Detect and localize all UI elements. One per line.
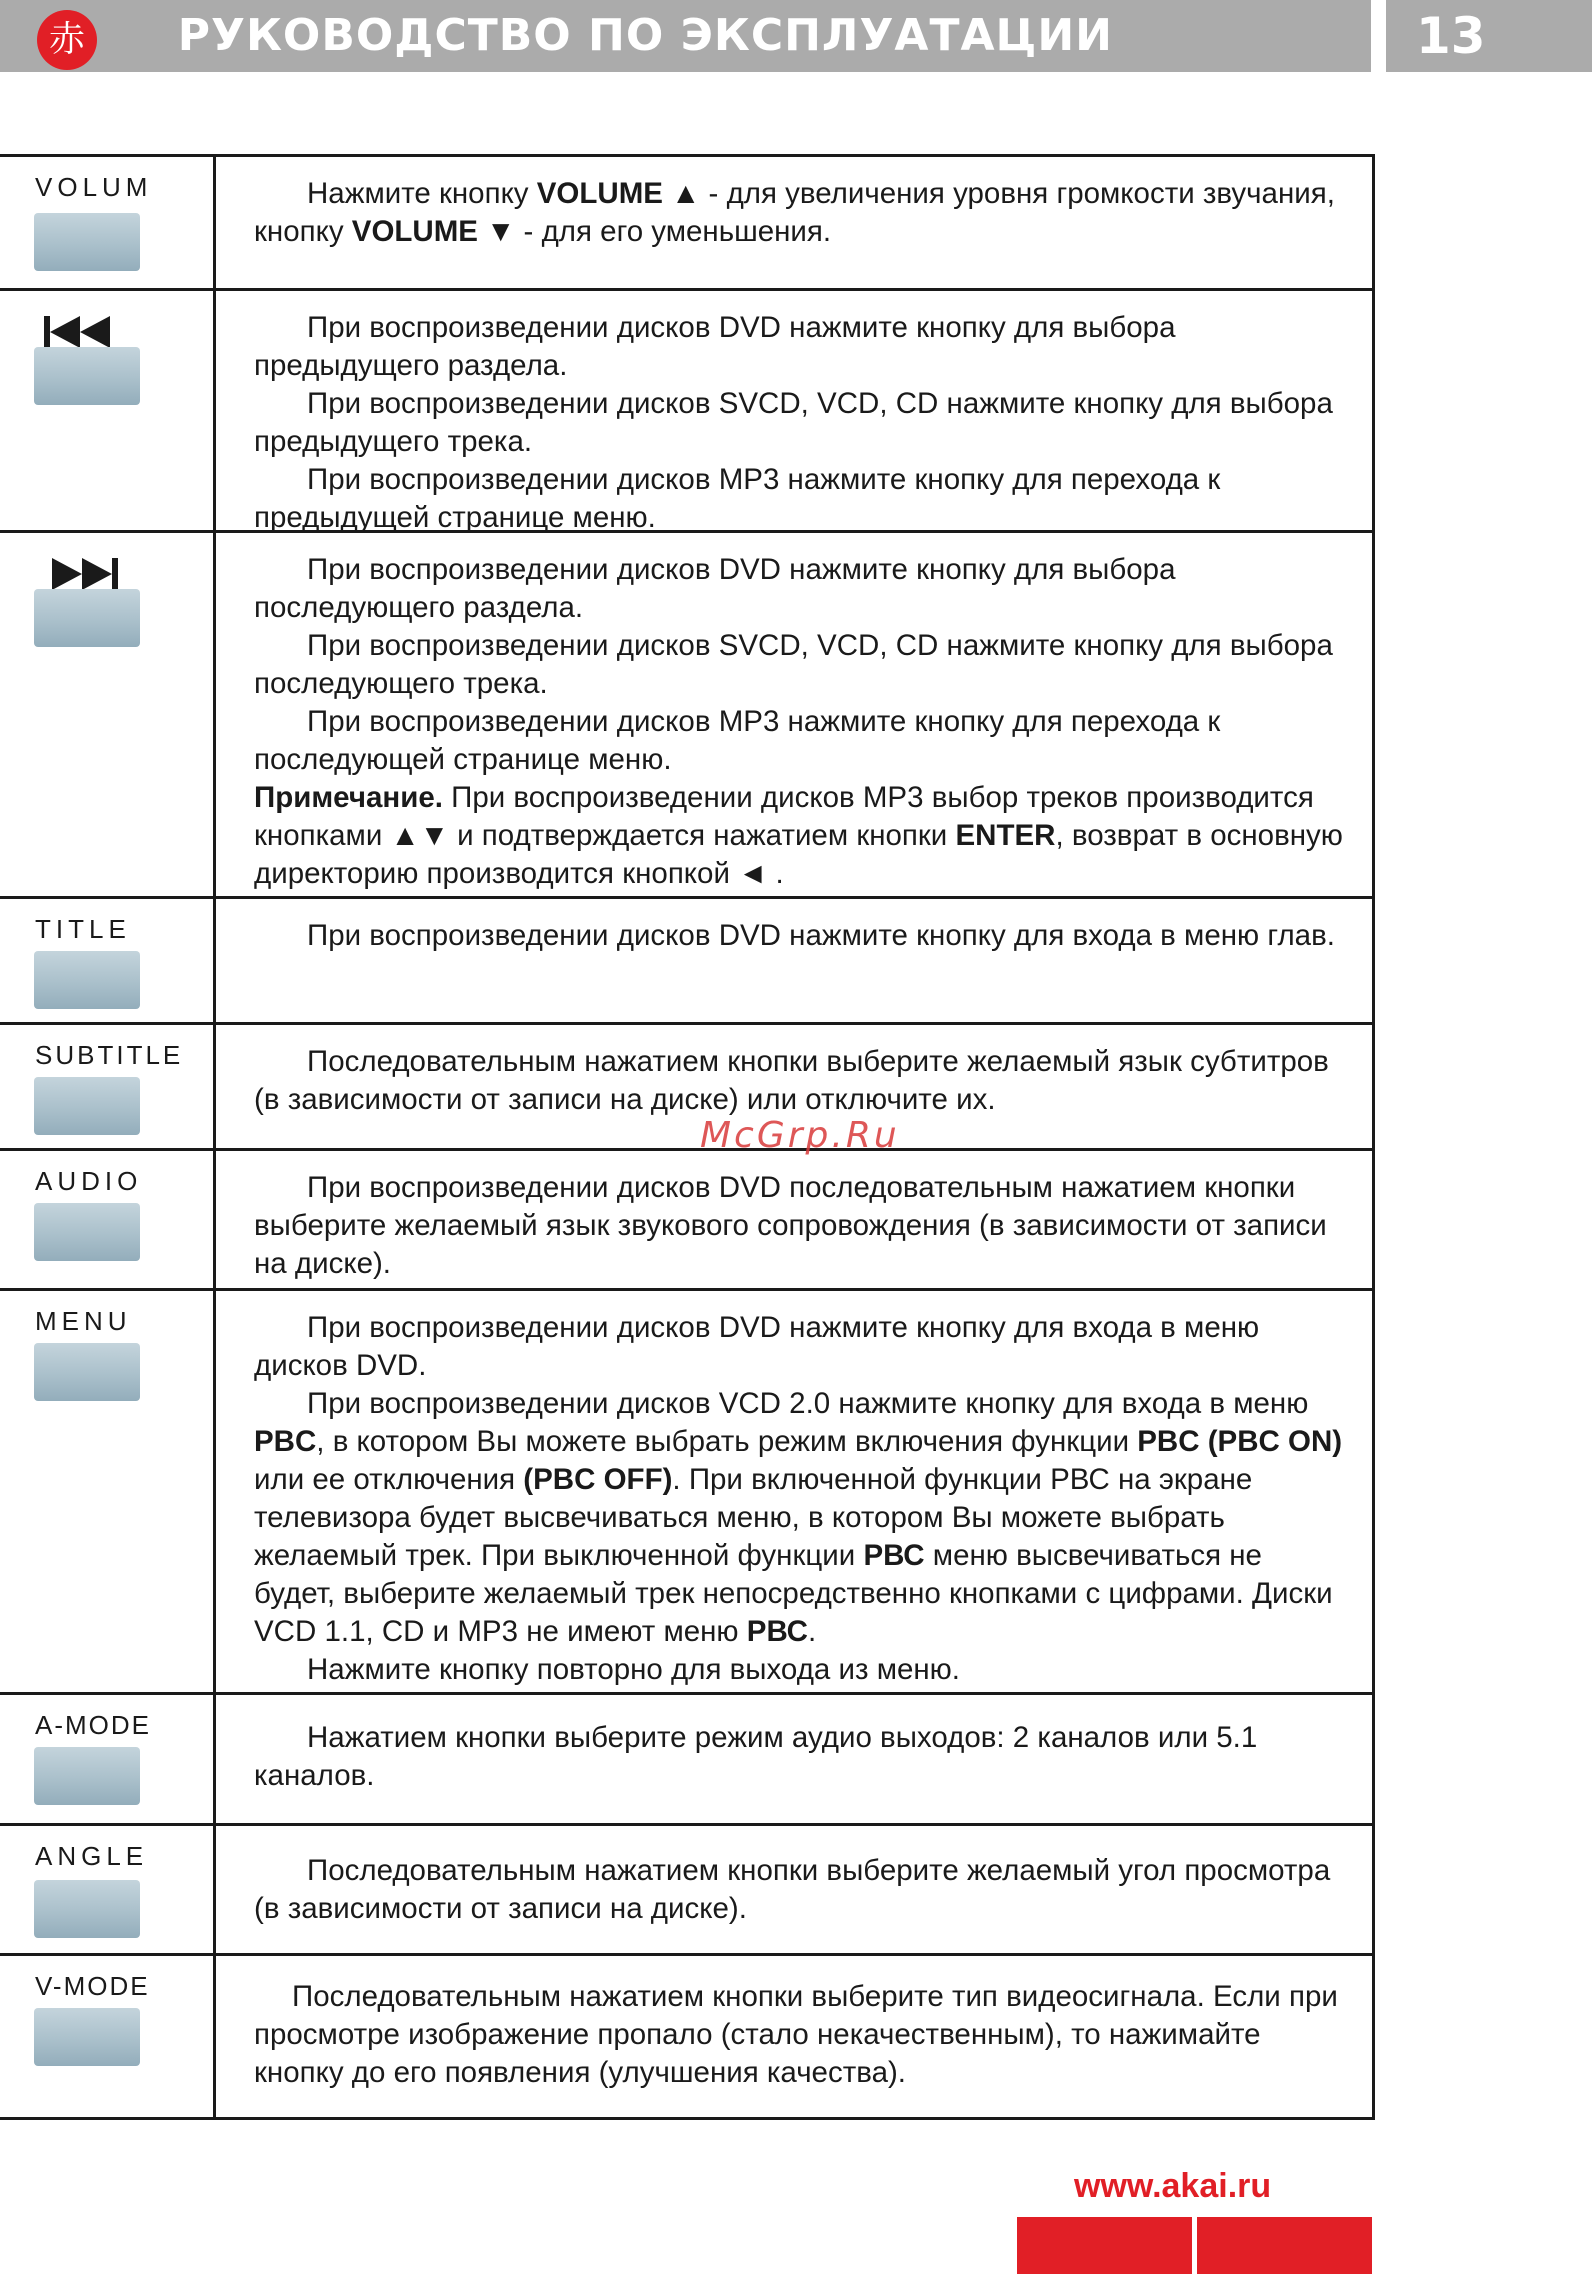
button-cell [0,1291,216,1692]
description-cell [216,899,1372,969]
description-text: При воспроизведении дисков DVD нажмите кнопку для выбора предыдущего раздела. [254,311,1176,382]
table-row [0,533,1372,899]
button-label: MENU [35,1306,132,1336]
volume-button-icon [34,213,140,271]
description-text: Последовательным нажатием кнопки выберите желаемый язык субтитров (в зависимости от записи на диске) или отключите их. [254,1045,1329,1116]
title-button-icon [34,951,140,1009]
table-row [0,1956,1372,2120]
table-row [0,157,1372,291]
description-cell [216,533,1372,907]
button-cell [0,1025,216,1148]
description-text: Последовательным нажатием кнопки выберите желаемый угол просмотра (в зависимости от записи на диске). [254,1854,1331,1925]
a-mode-button-icon [34,1747,140,1805]
description-cell [216,1151,1372,1297]
description-text: При воспроизведении дисков SVCD, VCD, CD нажмите кнопку для выбора предыдущего трека. [254,387,1333,458]
description-text: При воспроизведении дисков DVD последовательным нажатием кнопки выберите желаемый язык звукового сопровождения (в зависимости от записи на диске). [254,1171,1327,1280]
description-text: При воспроизведении дисков SVCD, VCD, CD нажмите кнопку для выбора последующего трека. [254,629,1333,700]
button-label: VOLUM [35,172,153,202]
header-bar [0,0,1371,72]
table-row [0,1025,1372,1151]
angle-button-icon [34,1880,140,1938]
description-text: Нажмите кнопку VOLUME ▲ - для увеличения уровня громкости звучания, кнопку VOLUME ▼ - для его уменьшения. [254,177,1335,248]
table-row [0,1151,1372,1291]
button-label: V-MODE [35,1971,150,2001]
button-label: SUBTITLE [35,1040,184,1070]
button-cell [0,1956,216,2117]
table-row [0,291,1372,533]
description-text: При воспроизведении дисков МР3 нажмите кнопку для перехода к последующей странице меню. [254,705,1221,776]
watermark: McGrp.Ru [700,1115,900,1156]
description-cell [216,157,1372,265]
button-cell [0,1151,216,1288]
description-cell [216,1695,1372,1809]
footer-bar [1017,2217,1192,2274]
description-cell [216,291,1372,551]
button-label: AUDIO [35,1166,143,1196]
button-cell [0,291,216,530]
page-title: РУКОВОДСТВО ПО ЭКСПЛУАТАЦИИ [177,10,1113,61]
description-text: При воспроизведении дисков DVD нажмите кнопку для выбора последующего раздела. [254,553,1176,624]
skip-next-icon [50,555,122,593]
button-label: A-MODE [35,1710,151,1740]
v-mode-button-icon [34,2008,140,2066]
description-text: Нажатием кнопки выберите режим аудио выходов: 2 каналов или 5.1 каналов. [254,1721,1258,1792]
page-number: 13 [1386,0,1592,72]
description-cell [216,1956,1372,2106]
button-description-table [0,154,1375,2120]
brand-logo: 赤 [37,10,97,70]
table-row [0,1291,1372,1695]
button-label: TITLE [35,914,131,944]
description-text: Последовательным нажатием кнопки выберите тип видеосигнала. Если при просмотре изображение пропало (стало некачественным), то нажимайте кнопку до его появления (улучшения качества). [254,1980,1338,2089]
next-button-icon [34,589,140,647]
button-cell [0,1695,216,1823]
subtitle-button-icon [34,1077,140,1135]
footer-bar [1197,2217,1372,2274]
description-cell [216,1826,1372,1942]
button-cell [0,899,216,1022]
button-cell [0,1826,216,1953]
audio-button-icon [34,1203,140,1261]
table-row [0,899,1372,1025]
button-cell [0,157,216,288]
menu-button-icon [34,1343,140,1401]
prev-button-icon [34,347,140,405]
description-text: При воспроизведении дисков DVD нажмите кнопку для входа в меню глав. [307,919,1335,952]
table-row [0,1695,1372,1826]
website-link[interactable]: www.akai.ru [1074,2167,1272,2205]
button-label: ANGLE [35,1841,149,1871]
description-text: При воспроизведении дисков VCD 2.0 нажмите кнопку для входа в меню PBC, в котором Вы можете выбрать режим включения функции PBC (PBC ON) или ее отключения (PBC OFF). При включенной функции РВС на экране телевизора будет высвечиваться меню, в котором Вы можете выбрать желаемый трек. При выключенной функции РВС меню высвечиваться не будет, выберите желаемый трек непосредственно кнопками с цифрами. Диски VCD 1.1, CD и МР3 не имеют меню РВС. [254,1387,1343,1648]
table-row [0,1826,1372,1956]
note-text: Примечание. При воспроизведении дисков МР3 выбор треков производится кнопками ▲▼ и подтверждается нажатием кнопки ENTER, возврат в основную директорию производится кнопкой ◄ . [254,781,1343,890]
description-text: Нажмите кнопку повторно для выхода из меню. [307,1653,961,1686]
description-text: При воспроизведении дисков МР3 нажмите кнопку для перехода к предыдущей странице меню. [254,463,1221,534]
description-text: При воспроизведении дисков DVD нажмите кнопку для входа в меню дисков DVD. [254,1311,1260,1382]
skip-previous-icon [40,313,112,351]
description-cell [216,1291,1372,1703]
button-cell [0,533,216,896]
